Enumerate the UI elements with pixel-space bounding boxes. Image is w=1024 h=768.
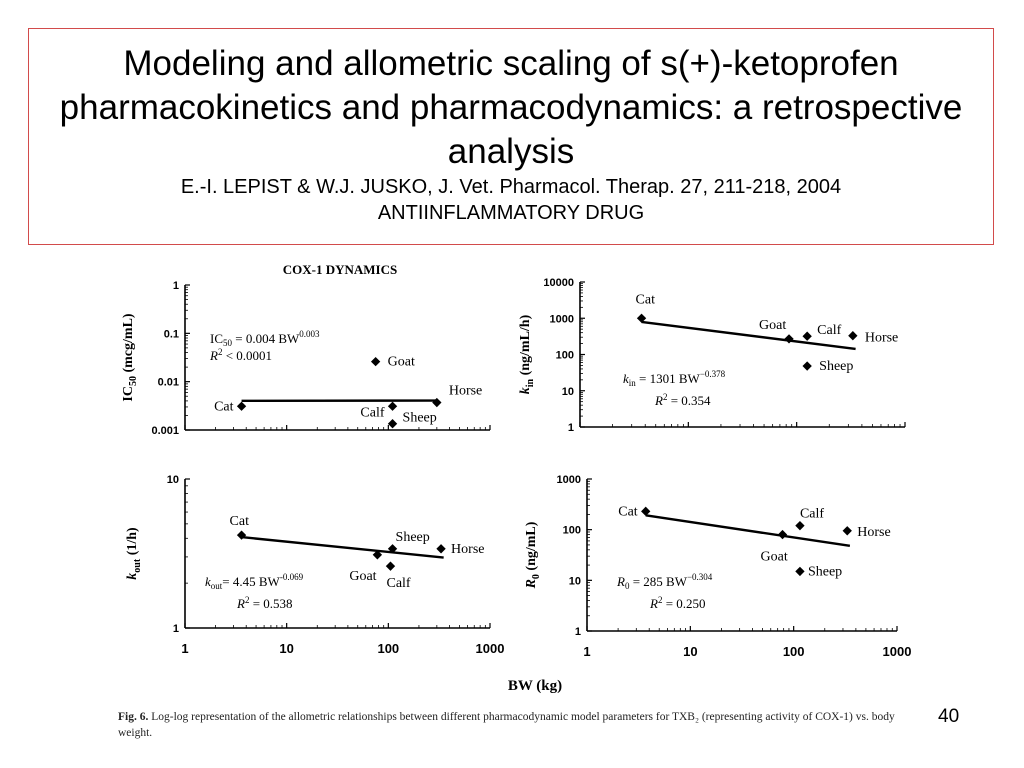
x-tick-label: 1000 <box>882 644 912 659</box>
data-point-cat <box>237 402 246 411</box>
slide-subtitle: ANTIINFLAMMATORY DRUG <box>377 202 645 224</box>
point-label-horse: Horse <box>857 524 891 540</box>
x-tick-label: 10 <box>683 644 698 659</box>
chart-kin <box>505 275 925 435</box>
x-tick-label: 1000 <box>475 641 505 656</box>
point-label-goat: Goat <box>387 354 415 370</box>
data-point-sheep <box>795 567 804 576</box>
point-label-horse: Horse <box>864 330 899 346</box>
x-axis-label: BW (kg) <box>507 678 563 694</box>
figure-caption <box>118 709 918 741</box>
y-tick-label: 0.01 <box>157 376 179 389</box>
x-tick-label: 100 <box>782 644 805 659</box>
data-point-calf <box>802 332 811 341</box>
slide-citation: E.-I. LEPIST & W.J. JUSKO, J. Vet. Pharmacol. Therap. 27, 211-218, 2004 <box>180 176 842 198</box>
data-point-sheep <box>388 419 397 428</box>
equation-text: $k_{in} = 1301$ $BW^{-0.378}$ <box>623 369 726 388</box>
data-point-sheep <box>802 361 811 370</box>
point-label-cat: Cat <box>618 504 638 520</box>
y-tick-label: 100 <box>555 349 574 362</box>
r-squared-text: $R^2 < 0.0001$ <box>210 347 273 363</box>
point-label-calf: Calf <box>817 323 842 339</box>
point-label-cat: Cat <box>635 292 656 308</box>
point-label-calf: Calf <box>386 576 411 592</box>
data-point-calf <box>388 402 397 411</box>
point-label-goat: Goat <box>349 568 377 584</box>
y-tick-label: 1 <box>172 280 179 292</box>
slide-title: Modeling and allometric scaling of s(+)-ketoprofen pharmacokinetics and pharmacodynamics: a retrospective analysis <box>59 44 963 171</box>
y-axis-label: $k_{in}$ (ng/mL/h) <box>518 314 536 395</box>
r-squared-text: $R^2 = 0.250$ <box>650 595 706 611</box>
data-point-horse <box>436 544 445 553</box>
point-label-horse: Horse <box>448 383 483 399</box>
page-number: 40 <box>938 706 960 727</box>
point-label-horse: Horse <box>451 541 485 557</box>
point-label-sheep: Sheep <box>402 410 437 426</box>
title-box <box>28 28 994 245</box>
point-label-calf: Calf <box>360 405 385 421</box>
r-squared-text: $R^2 = 0.354$ <box>655 392 711 408</box>
equation-text: $k_{out}= 4.45$ $BW^{-0.069}$ <box>205 572 304 591</box>
chart-r0 <box>505 468 925 660</box>
chart-kout <box>110 468 505 660</box>
y-tick-label: 1000 <box>556 474 581 486</box>
r-squared-text: $R^2 = 0.538$ <box>237 595 293 611</box>
x-axis-label-svg <box>480 672 590 696</box>
equation-text: $IC_{50} = 0.004$ $BW^{0.003}$ <box>210 329 320 348</box>
y-tick-label: 10000 <box>543 277 574 289</box>
point-label-calf: Calf <box>799 506 825 522</box>
data-point-horse <box>432 398 441 407</box>
y-tick-label: 1 <box>172 623 179 635</box>
y-tick-label: 100 <box>562 524 581 537</box>
data-point-goat <box>371 357 380 366</box>
x-tick-label: 10 <box>279 641 294 656</box>
y-tick-label: 1 <box>574 626 581 638</box>
x-tick-label: 1 <box>181 641 189 656</box>
data-point-goat <box>778 530 787 539</box>
y-tick-label: 0.1 <box>163 328 179 341</box>
y-tick-label: 0.001 <box>151 425 179 437</box>
point-label-sheep: Sheep <box>819 359 854 375</box>
y-tick-label: 1 <box>567 422 574 434</box>
point-label-sheep: Sheep <box>395 529 430 545</box>
data-point-calf <box>386 562 395 571</box>
y-tick-label: 1000 <box>549 313 574 326</box>
y-tick-label: 10 <box>568 575 581 588</box>
data-point-cat <box>641 507 650 516</box>
equation-text: $R_0 = 285$ $BW^{-0.304}$ <box>617 572 713 591</box>
y-axis-label: $IC_{50}$ (mcg/mL) <box>121 313 139 402</box>
caption-text: Log-log representation of the allometric relationships between different pharmacodynamic model parameters for TXB₂ (representing activity of COX-1) vs. body weight. <box>118 711 895 739</box>
y-tick-label: 10 <box>166 474 179 486</box>
x-tick-label: 100 <box>377 641 400 656</box>
figure-heading: COX-1 DYNAMICS <box>282 262 398 277</box>
y-axis-label: $R_0$ (ng/mL) <box>524 521 542 589</box>
chart-ic50 <box>110 275 500 435</box>
point-label-goat: Goat <box>759 317 787 333</box>
point-label-sheep: Sheep <box>807 564 843 580</box>
caption-prefix: Fig. 6. <box>118 711 149 723</box>
y-tick-label: 10 <box>561 385 574 398</box>
data-point-calf <box>795 521 804 530</box>
data-point-horse <box>848 331 857 340</box>
x-tick-label: 1 <box>583 644 591 659</box>
point-label-goat: Goat <box>760 549 788 565</box>
point-label-cat: Cat <box>229 514 250 530</box>
y-axis-label: $k_{out}$ (1/h) <box>125 527 143 580</box>
data-point-horse <box>843 526 852 535</box>
point-label-cat: Cat <box>214 399 234 415</box>
